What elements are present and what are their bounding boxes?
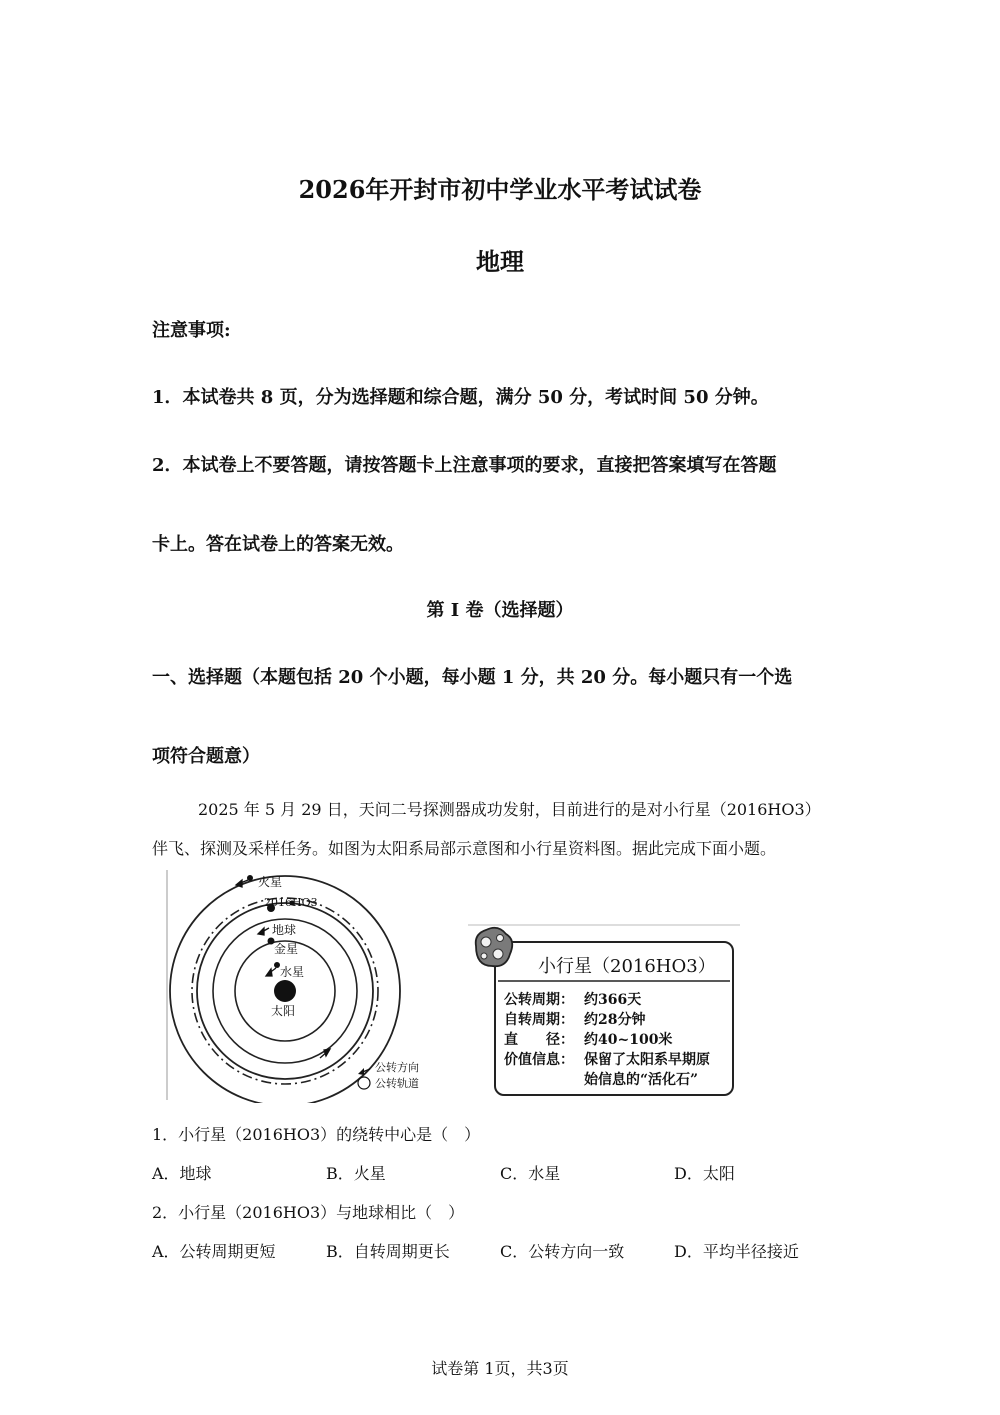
card-title: 小行星（2016HO3） xyxy=(538,956,716,977)
card-row-label: 自转周期： xyxy=(504,1012,574,1028)
notice-item-1: 1．本试卷共 8 页，分为选择题和综合题，满分 50 分，考试时间 50 分钟。 xyxy=(152,387,769,408)
question-option: B．自转周期更长 xyxy=(326,1242,450,1261)
notice-item-2-line-2: 卡上。答在试卷上的答案无效。 xyxy=(152,534,404,555)
part-heading-line-2: 项符合题意） xyxy=(152,746,260,767)
question-option: C．公转方向一致 xyxy=(500,1242,625,1261)
card-row-value: 约28分钟 xyxy=(584,1012,646,1028)
question-stem: 1．小行星（2016HO3）的绕转中心是（ ） xyxy=(152,1125,481,1144)
notice-heading: 注意事项: xyxy=(152,320,231,341)
question-option: D．太阳 xyxy=(674,1164,735,1183)
part-heading-line-1: 一、选择题（本题包括 20 个小题，每小题 1 分，共 20 分。每小题只有一个选 xyxy=(152,667,793,688)
legend-direction-label: 公转方向 xyxy=(375,1061,419,1074)
card-row-value: 始信息的“活化石” xyxy=(584,1072,699,1088)
label-sun: 太阳 xyxy=(271,1004,296,1018)
notice-item-2-line-1: 2．本试卷上不要答题，请按答题卡上注意事项的要求，直接把答案填写在答题 xyxy=(152,455,777,476)
volume-heading: 第 I 卷（选择题） xyxy=(426,600,574,621)
passage-line-1: 2025 年 5 月 29 日，天问二号探测器成功发射，目前进行的是对小行星（2016HO3） xyxy=(198,800,821,819)
asteroid-info-card xyxy=(468,922,743,1100)
card-row-label: 公转周期： xyxy=(504,992,574,1008)
page-footer: 试卷第 1页，共3页 xyxy=(431,1359,569,1378)
legend-orbit-icon xyxy=(358,1077,370,1089)
card-row-value: 约366天 xyxy=(584,992,642,1008)
label-earth: 地球 xyxy=(272,923,297,937)
question-option: D．平均半径接近 xyxy=(674,1242,799,1261)
label-mercury: 水星 xyxy=(280,965,305,979)
question-option: A．地球 xyxy=(152,1164,212,1183)
question-option: A．公转周期更短 xyxy=(152,1242,276,1261)
exam-title: 2026年开封市初中学业水平考试试卷 xyxy=(298,175,702,204)
label-asteroid: 2016HO3 xyxy=(264,896,318,909)
label-mars: 火星 xyxy=(258,875,283,889)
subject-title: 地理 xyxy=(476,247,524,276)
card-row-value: 保留了太阳系早期原 xyxy=(584,1052,710,1068)
question-option: B．火星 xyxy=(326,1164,386,1183)
solar-system-diagram xyxy=(160,868,430,1103)
card-row-label: 价值信息： xyxy=(504,1052,574,1068)
question-option: C．水星 xyxy=(500,1164,561,1183)
sun-icon xyxy=(274,980,296,1002)
card-row-value: 约40~100米 xyxy=(584,1032,673,1048)
label-venus: 金星 xyxy=(274,942,299,956)
asteroid-icon xyxy=(476,928,513,967)
legend-orbit-label: 公转轨道 xyxy=(375,1077,419,1090)
card-row-label: 直 径： xyxy=(504,1032,574,1048)
question-stem: 2．小行星（2016HO3）与地球相比（ ） xyxy=(152,1203,465,1222)
passage-line-2: 伴飞、探测及采样任务。如图为太阳系局部示意图和小行星资料图。据此完成下面小题。 xyxy=(152,839,777,858)
